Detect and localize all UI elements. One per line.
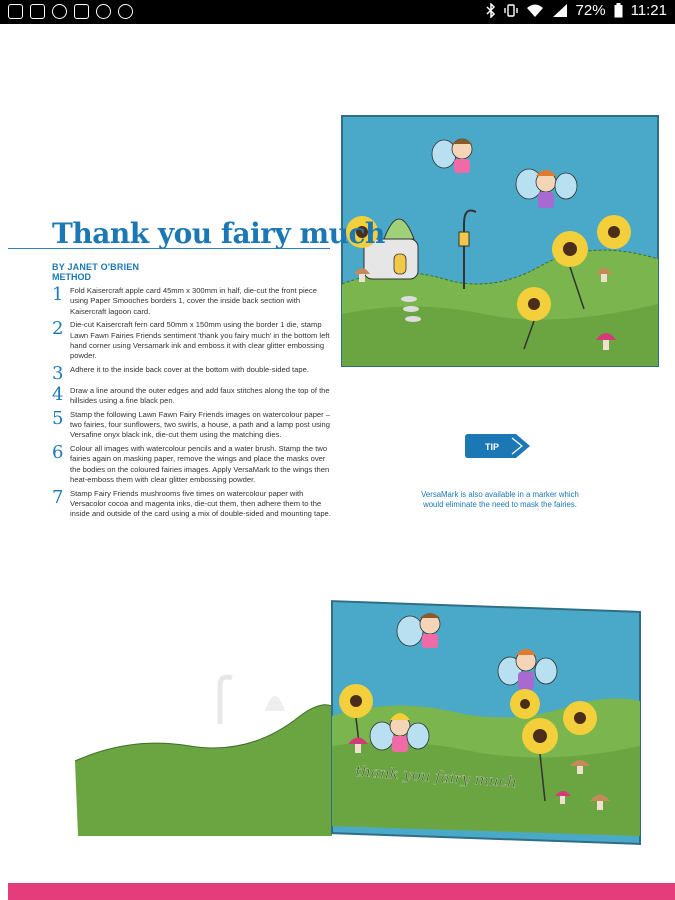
step-number: 1 bbox=[52, 284, 64, 305]
step-number: 2 bbox=[52, 318, 64, 340]
step-1 bbox=[52, 286, 334, 317]
card-sentiment: thank you fairy much bbox=[354, 762, 518, 792]
tip-badge bbox=[464, 432, 534, 460]
step-5 bbox=[52, 407, 334, 441]
step-number: 3 bbox=[52, 362, 64, 384]
sunflower-d bbox=[510, 689, 540, 719]
byline: BY JANET O'BRIEN bbox=[52, 262, 140, 272]
vibrate-icon bbox=[504, 3, 518, 18]
step-3 bbox=[52, 362, 334, 384]
card-photo-open bbox=[70, 586, 650, 846]
status-bar bbox=[0, 0, 675, 24]
sync-notification-icon bbox=[118, 4, 133, 19]
battery-icon bbox=[614, 3, 623, 18]
mail-notification-icon bbox=[30, 4, 45, 19]
bluetooth-icon bbox=[486, 3, 496, 18]
app-notification-icon bbox=[74, 4, 89, 19]
step-4 bbox=[52, 383, 334, 407]
step-2 bbox=[52, 320, 334, 362]
step-7 bbox=[52, 486, 334, 520]
step-number: 7 bbox=[52, 486, 64, 508]
battery-percentage: 72% bbox=[575, 2, 606, 19]
notification-icons bbox=[8, 4, 133, 19]
sunflower-c bbox=[563, 701, 597, 735]
tip-text: VersaMark is also available in a marker which would eliminate the need to mask the fairies. bbox=[421, 490, 579, 509]
settings-notification-icon bbox=[96, 4, 111, 19]
step-text: Die-cut Kaisercraft fern card 50mm x 150mm using the border 1 die, stamp Lawn Fawn Fairies Friends sentiment 'thank you fairy much' in the bottom left hand corner using Versamark ink and emboss it with clear glitter embossing powder. bbox=[70, 320, 330, 361]
step-text: Adhere it to the inside back cover at the bottom with double-sided tape. bbox=[70, 364, 309, 374]
step-text: Stamp the following Lawn Fawn Fairy Friends images on watercolour paper – two fairies, four sunflowers, two swirls, a house, a path and a lamp post using Versafine onyx black ink, die-cut them using the matching dies. bbox=[70, 409, 331, 440]
tip-label: TIP bbox=[484, 442, 500, 452]
wifi-icon bbox=[526, 3, 544, 18]
step-text: Fold Kaisercraft apple card 45mm x 300mm in half, die-cut the front piece using Paper Smooches borders 1, cover the inside back section with Kaisercraft lagoon card. bbox=[70, 286, 317, 316]
method-steps bbox=[52, 286, 334, 523]
sunflower-2 bbox=[552, 231, 588, 267]
step-number: 6 bbox=[52, 441, 64, 463]
method-heading: METHOD bbox=[52, 272, 91, 282]
magazine-page bbox=[0, 24, 675, 900]
step-number: 5 bbox=[52, 407, 64, 429]
sunflower-3 bbox=[597, 215, 631, 249]
footer-color-bar bbox=[8, 883, 675, 900]
article-title: Thank you fairy much bbox=[52, 217, 385, 250]
step-text: Draw a line around the outer edges and add faux stitches along the top of the hillsides using a fine black pen. bbox=[70, 385, 330, 406]
step-number: 4 bbox=[52, 383, 64, 405]
sunflower-4 bbox=[517, 287, 551, 321]
shield-notification-icon bbox=[52, 4, 67, 19]
system-indicators bbox=[486, 2, 667, 19]
step-text: Colour all images with watercolour pencils and a water brush. Stamp the two fairies again on masking paper, remove the wings and place the masks over the bodies on the coloured fairies images. Apply VersaMark to the wings then heat-emboss them with clear glitter embossing powder. bbox=[70, 443, 330, 485]
clock: 11:21 bbox=[630, 2, 667, 19]
sunflower-a bbox=[339, 684, 373, 718]
sunflower-b bbox=[522, 718, 558, 754]
step-text: Stamp Fairy Friends mushrooms five times on watercolour paper with Versacolor cocoa and magenta inks, die-cut them, then adhere them to the inside and outside of the card using a mix of double-sided and mounting tape. bbox=[70, 488, 331, 519]
signal-icon bbox=[552, 3, 568, 18]
image-notification-icon bbox=[8, 4, 23, 19]
step-6 bbox=[52, 441, 334, 486]
